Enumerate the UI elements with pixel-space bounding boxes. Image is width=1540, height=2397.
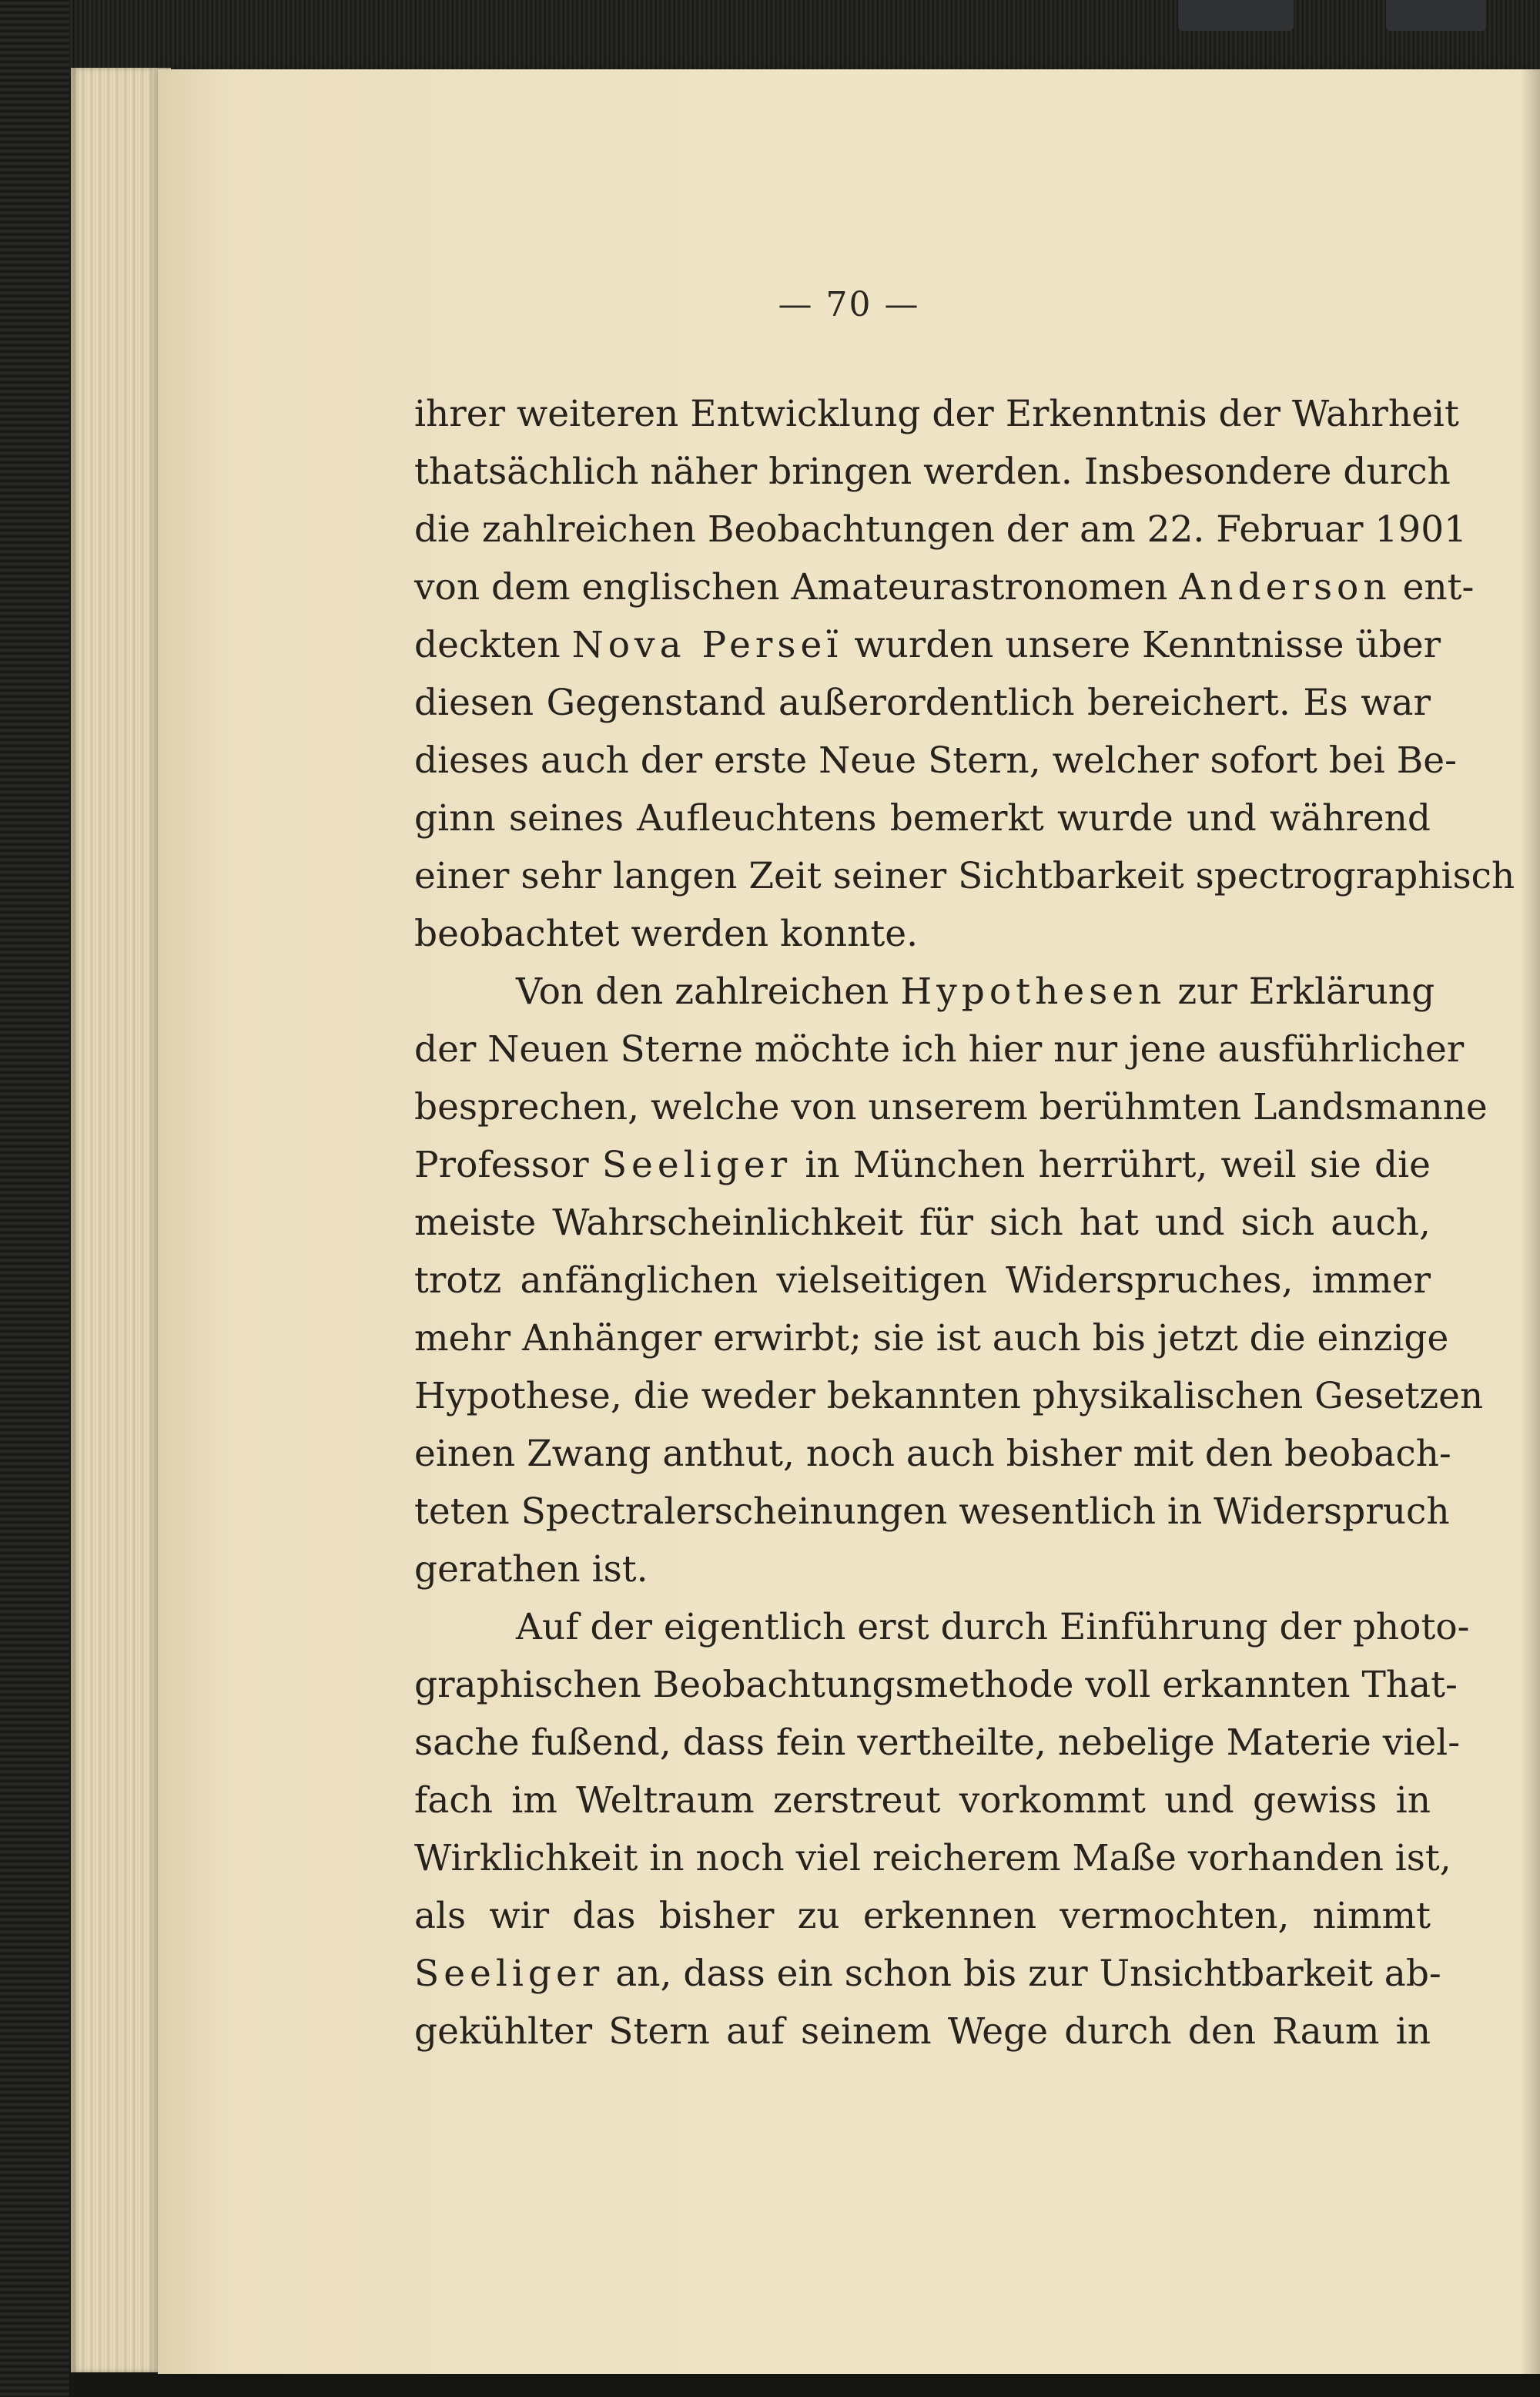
text-line: dieses auch der erste Neue Stern, welcher sofort bei Be- xyxy=(414,739,1457,782)
text-line: von dem englischen Amateurastronomen Anderson ent- xyxy=(414,566,1475,608)
text-line: die zahlreichen Beobachtungen der am 22. Februar 1901 xyxy=(414,508,1468,551)
emphasis-term: Hypothesen xyxy=(900,971,1167,1013)
page-number: — 70 — xyxy=(778,285,920,324)
text-line: mehr Anhänger erwirbt; sie ist auch bis jetzt die einzige xyxy=(414,1317,1449,1359)
text-line: teten Spectralerscheinungen wesentlich in Widerspruch xyxy=(414,1490,1450,1533)
text-line: Hypothese, die weder bekannten physikalischen Gesetzen xyxy=(414,1375,1484,1417)
text-line: gerathen ist. xyxy=(414,1548,648,1591)
text-line: Von den zahlreichen Hypothesen zur Erklärung xyxy=(516,971,1435,1013)
page-edges xyxy=(71,68,171,2372)
text-line: Auf der eigentlich erst durch Einführung der photo- xyxy=(516,1606,1470,1648)
text-line: als wir das bisher zu erkennen vermochten, nimmt xyxy=(414,1895,1431,1937)
text-line: graphischen Beobachtungsmethode voll erkannten That- xyxy=(414,1664,1458,1706)
text-line: einen Zwang anthut, noch auch bisher mit den beobach- xyxy=(414,1433,1451,1475)
text-line: einer sehr langen Zeit seiner Sichtbarkeit spectrographisch xyxy=(414,855,1515,897)
text-line: thatsächlich näher bringen werden. Insbesondere durch xyxy=(414,451,1451,493)
text-line: Seeliger an, dass ein schon bis zur Unsichtbarkeit ab- xyxy=(414,1953,1441,1995)
text-line: besprechen, welche von unserem berühmten Landsmanne xyxy=(414,1086,1488,1128)
emphasis-name: Seeliger xyxy=(601,1144,792,1186)
text-line: Wirklichkeit in noch viel reicherem Maße vorhanden ist, xyxy=(414,1837,1451,1879)
emphasis-name: Anderson xyxy=(1179,566,1391,608)
text-line: der Neuen Sterne möchte ich hier nur jene ausführlicher xyxy=(414,1028,1465,1071)
text-line: sache fußend, dass fein vertheilte, nebelige Materie viel- xyxy=(414,1721,1461,1764)
text-line: meiste Wahrscheinlichkeit für sich hat und sich auch, xyxy=(414,1202,1431,1244)
page-gutter-shadow xyxy=(1521,69,1540,2374)
book-cover-top xyxy=(0,0,1540,77)
text-line: deckten Nova Perseï wurden unsere Kenntnisse über xyxy=(414,624,1441,666)
body-text xyxy=(414,385,1515,2060)
text-line: ihrer weiteren Entwicklung der Erkenntnis der Wahrheit xyxy=(414,393,1459,435)
text-line: ginn seines Aufleuchtens bemerkt wurde und während xyxy=(414,797,1431,840)
emphasis-name: Seeliger xyxy=(414,1953,604,1995)
cover-clip-right xyxy=(1386,0,1486,31)
text-line: Professor Seeliger in München herrührt, weil sie die xyxy=(414,1144,1431,1186)
text-line: trotz anfänglichen vielseitigen Widerspruches, immer xyxy=(414,1259,1431,1302)
text-line: gekühlter Stern auf seinem Wege durch den Raum in xyxy=(414,2010,1431,2053)
emphasis-name: Nova Perseï xyxy=(571,624,843,666)
text-line: fach im Weltraum zerstreut vorkommt und gewiss in xyxy=(414,1779,1431,1822)
text-line: diesen Gegenstand außerordentlich bereichert. Es war xyxy=(414,682,1431,724)
book-cover-left xyxy=(0,0,69,2397)
cover-clip-left xyxy=(1178,0,1294,31)
text-line: beobachtet werden konnte. xyxy=(414,913,919,955)
